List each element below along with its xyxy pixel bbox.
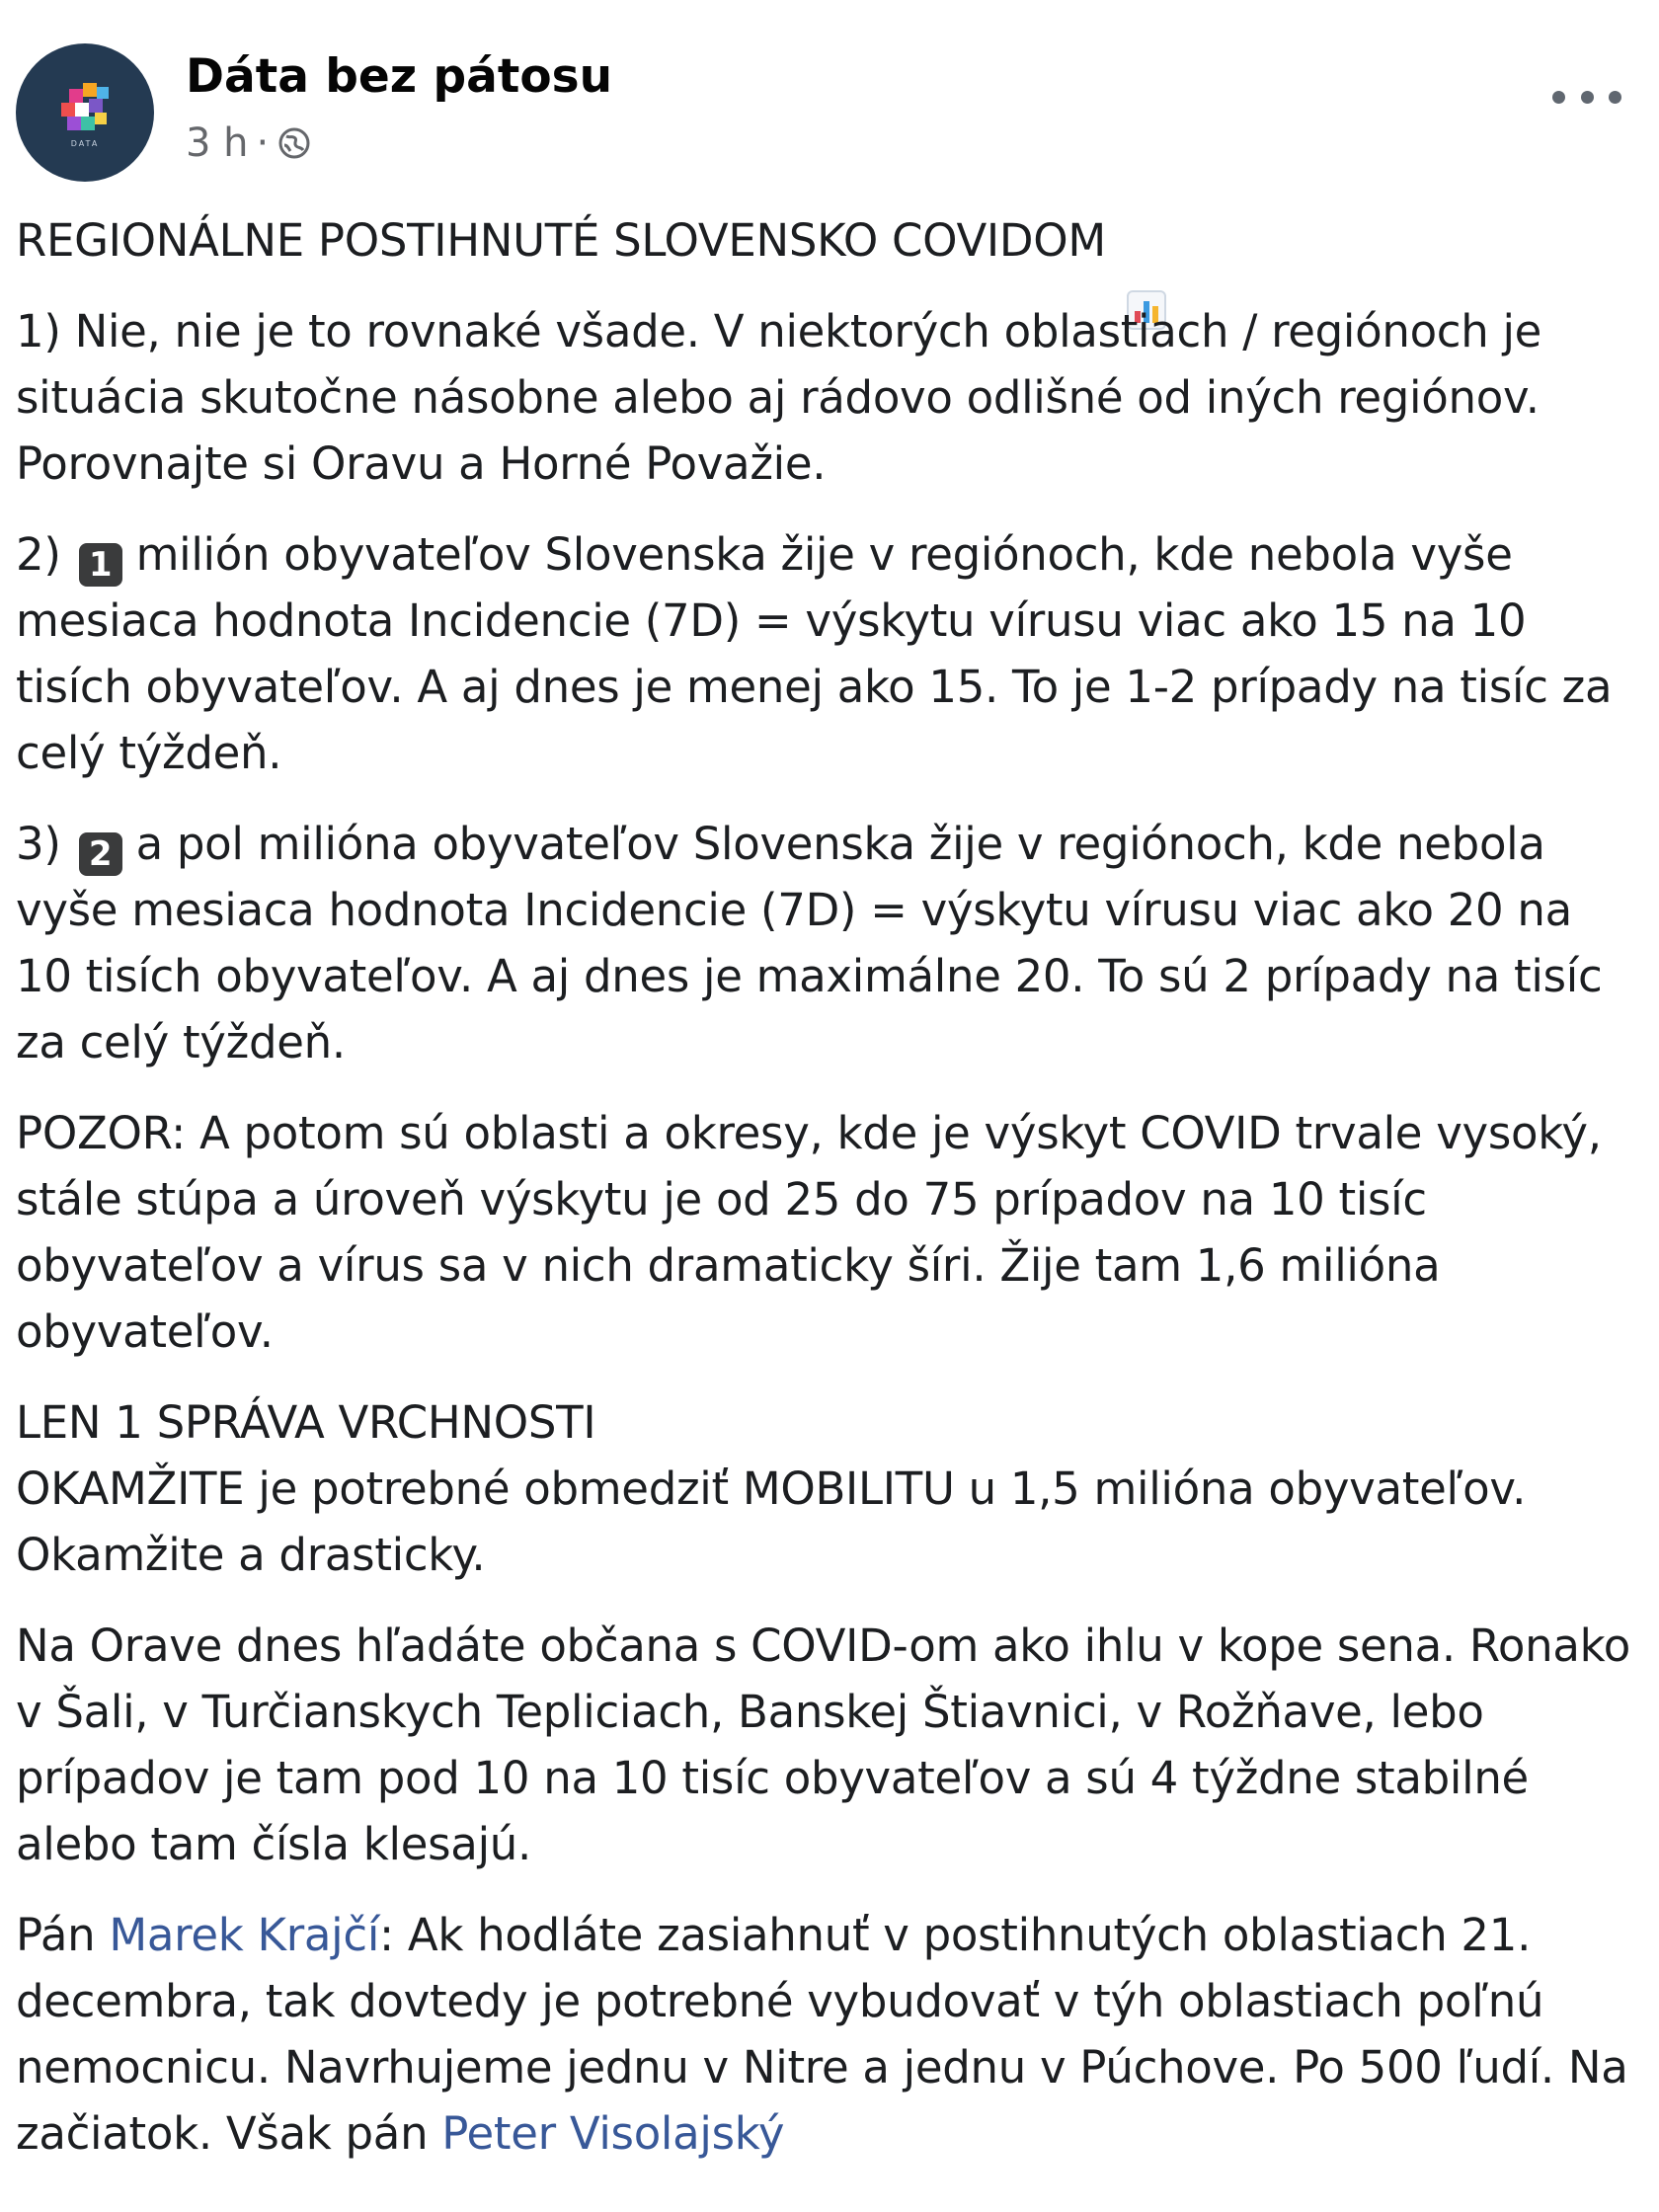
mention-marek-krajci[interactable]: Marek Krajčí — [109, 1909, 380, 1961]
post-heading: REGIONÁLNE POSTIHNUTÉ SLOVENSKO COVIDOM — [16, 214, 1106, 267]
globe-icon[interactable] — [276, 125, 312, 161]
more-dot-icon — [1552, 91, 1565, 104]
message-title: LEN 1 SPRÁVA VRCHNOSTI — [16, 1396, 596, 1449]
post-meta — [186, 120, 312, 166]
page-avatar[interactable] — [16, 43, 154, 182]
bar-chart-emoji-icon — [1124, 218, 1169, 264]
point-3-number: 3) — [16, 818, 61, 870]
mention-peter-visolajsky[interactable]: Peter Visolajský — [441, 2107, 785, 2160]
more-options-icon[interactable] — [1552, 75, 1621, 118]
svg-text:DATA: DATA — [70, 139, 100, 148]
post-content — [16, 207, 1635, 2191]
post-heading-paragraph — [16, 207, 1635, 274]
page-name-link[interactable]: Dáta bez pátosu — [186, 49, 613, 104]
more-dot-icon — [1609, 91, 1621, 104]
keycap-one-emoji: 1 — [79, 543, 122, 587]
appeal-prefix: Pán — [16, 1909, 110, 1961]
point-2-number: 2) — [16, 528, 61, 581]
post-header — [16, 43, 1643, 182]
message-body: OKAMŽITE je potrebné obmedziť MOBILITU u 1,5 milióna obyvateľov. Okamžite a drasticky. — [16, 1462, 1527, 1581]
appeal-text: : Ak hodláte zasiahnuť v postihnutých oblastiach 21. decembra, tak dovtedy je potrebné vybudovať v týh oblastiach poľnú nemocnicu. Navrhujeme jednu v Nitre a jednu v Púchove. Po 500 ľudí. Na začiatok. Však pán — [16, 1909, 1628, 2160]
keycap-two-emoji: 2 — [79, 832, 122, 876]
post-paragraph-appeal — [16, 1902, 1635, 2167]
post-paragraph-1: 1) Nie, nie je to rovnaké všade. V niektorých oblastiach / regiónoch je situácia skutočne násobne alebo aj rádovo odlišné od iných regiónov. Porovnajte si Oravu a Horné Považie. — [16, 305, 1542, 490]
page-logo-icon — [16, 43, 154, 182]
more-dot-icon — [1581, 91, 1594, 104]
post-paragraph-message — [16, 1389, 1635, 1588]
point-3-text: a pol milióna obyvateľov Slovenska žije v regiónoch, kde nebola vyše mesiaca hodnota Incidencie (7D) = výskytu vírusu viac ako 20 na 10 tisích obyvateľov. A aj dnes je maximálne 20. To sú 2 prípady na tisíc za celý týždeň. — [16, 818, 1603, 1068]
post-timestamp[interactable]: 3 h — [186, 120, 249, 166]
meta-separator: · — [256, 120, 270, 166]
post-paragraph-orava: Na Orave dnes hľadáte občana s COVID-om ako ihlu v kope sena. Ronako v Šali, v Turčianskych Tepliciach, Banskej Štiavnici, v Rožňave, lebo prípadov je tam pod 10 na 10 tisíc obyvateľov a sú 4 týždne stabilné alebo tam čísla klesajú. — [16, 1620, 1630, 1870]
post-paragraph-warning: POZOR: A potom sú oblasti a okresy, kde je výskyt COVID trvale vysoký, stále stúpa a úroveň výskytu je od 25 do 75 prípadov na 10 tisíc obyvateľov a vírus sa v nich dramaticky šíri. Žije tam 1,6 milióna obyvateľov. — [16, 1107, 1602, 1358]
point-2-text: milión obyvateľov Slovenska žije v regiónoch, kde nebola vyše mesiaca hodnota Incidencie (7D) = výskytu vírusu viac ako 15 na 10 tisích obyvateľov. A aj dnes je menej ako 15. To je 1-2 prípady na tisíc za celý týždeň. — [16, 528, 1613, 779]
post-paragraph-3 — [16, 811, 1635, 1075]
post-paragraph-2 — [16, 521, 1635, 786]
